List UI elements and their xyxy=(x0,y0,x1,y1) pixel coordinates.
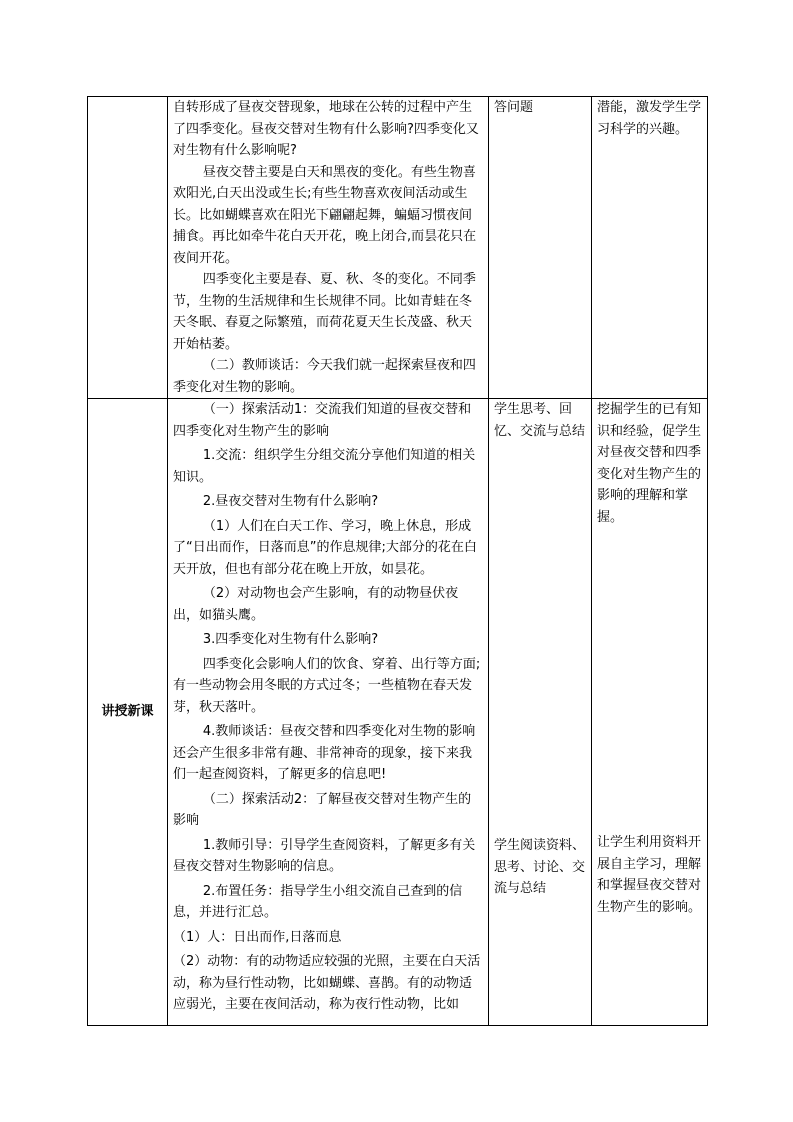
student-activity-text: 答问题 xyxy=(494,100,534,115)
design-intent-text: 挖掘学生的已有知识和经验，促学生对昼夜交替和四季变化对生物产生的影响的理解和掌握。 xyxy=(597,402,702,525)
design-intent-text: 潜能，激发学生学习科学的兴趣。 xyxy=(597,100,702,137)
paragraph: 4.教师谈话：昼夜交替和四季变化对生物的影响还会产生很多非常有趣、非常神奇的现象，接下来我们一起查阅资料，了解更多的信息吧! xyxy=(173,724,476,782)
paragraph: （2）对动物也会产生影响，有的动物昼伏夜出，如猫头鹰。 xyxy=(173,586,459,623)
table-row xyxy=(88,97,708,399)
paragraph: （1）人：日出而作,日落而息 xyxy=(173,929,342,945)
paragraph: 自转形成了昼夜交替现象，地球在公转的过程中产生了四季变化。昼夜交替对生物有什么影响?四季变化又对生物有什么影响呢? xyxy=(173,100,479,158)
student-activity-text: 学生思考、回忆、交流与总结 xyxy=(494,402,586,439)
design-intent-cell xyxy=(592,399,708,1026)
teaching-content-cell xyxy=(168,399,489,1026)
design-intent-cell xyxy=(592,97,708,399)
stage-label-cell xyxy=(88,399,168,1026)
paragraph: （二）探索活动2：了解昼夜交替对生物产生的影响 xyxy=(173,791,472,828)
student-activity-cell xyxy=(489,399,592,1026)
teaching-content-cell xyxy=(168,97,489,399)
paragraph: （二）教师谈话：今天我们就一起探索昼夜和四季变化对生物的影响。 xyxy=(173,358,476,395)
student-activity-cell xyxy=(489,97,592,399)
paragraph: 3.四季变化对生物有什么影响? xyxy=(202,632,379,647)
stage-label: 讲授新课 xyxy=(101,704,154,720)
paragraph: （2）动物：有的动物适应较强的光照，主要在白天活动，称为昼行性动物，比如蝴蝶、喜鹊。有的动物适应弱光，主要在夜间活动，称为夜行性动物，比如 xyxy=(173,954,481,1012)
table-row xyxy=(88,399,708,1026)
paragraph: 2.布置任务：指导学生小组交流自己查到的信息，并进行汇总。 xyxy=(173,883,463,920)
paragraph: 2.昼夜交替对生物有什么影响? xyxy=(202,494,379,509)
paragraph: 昼夜交替主要是白天和黑夜的变化。有些生物喜欢阳光,白天出没或生长;有些生物喜欢夜间活动或生长。比如蝴蝶喜欢在阳光下翩翩起舞，蝙蝠习惯夜间捕食。再比如牵牛花白天开花，晚上闭合,而昙花只在夜间开花。 xyxy=(173,164,477,266)
student-activity-text: 学生阅读资料、思考、讨论、交流与总结 xyxy=(494,838,586,896)
paragraph: 1.交流：组织学生分组交流分享他们知道的相关知识。 xyxy=(173,448,476,485)
paragraph: 四季变化主要是春、夏、秋、冬的变化。不同季节，生物的生活规律和生长规律不同。比如青蛙在冬天冬眠、春夏之际繁殖，而荷花夏天生长茂盛、秋天开始枯萎。 xyxy=(173,272,476,352)
lesson-plan-table xyxy=(87,96,708,1026)
design-intent-text: 让学生利用资料开展自主学习，理解和掌握昼夜交替对生物产生的影响。 xyxy=(597,835,702,915)
paragraph: （1）人们在白天工作、学习，晚上休息，形成了“日出而作，日落而息”的作息规律;大部分的花在白天开放，但也有部分花在晚上开放，如昙花。 xyxy=(173,518,477,577)
paragraph: 1.教师引导：引导学生查阅资料，了解更多有关昼夜交替对生物影响的信息。 xyxy=(173,837,476,874)
paragraph: 四季变化会影响人们的饮食、穿着、出行等方面;有一些动物会用冬眠的方式过冬；一些植物在春天发芽，秋天落叶。 xyxy=(173,656,481,715)
stage-cell-empty xyxy=(88,97,168,399)
paragraph: （一）探索活动1：交流我们知道的昼夜交替和四季变化对生物产生的影响 xyxy=(173,402,472,439)
